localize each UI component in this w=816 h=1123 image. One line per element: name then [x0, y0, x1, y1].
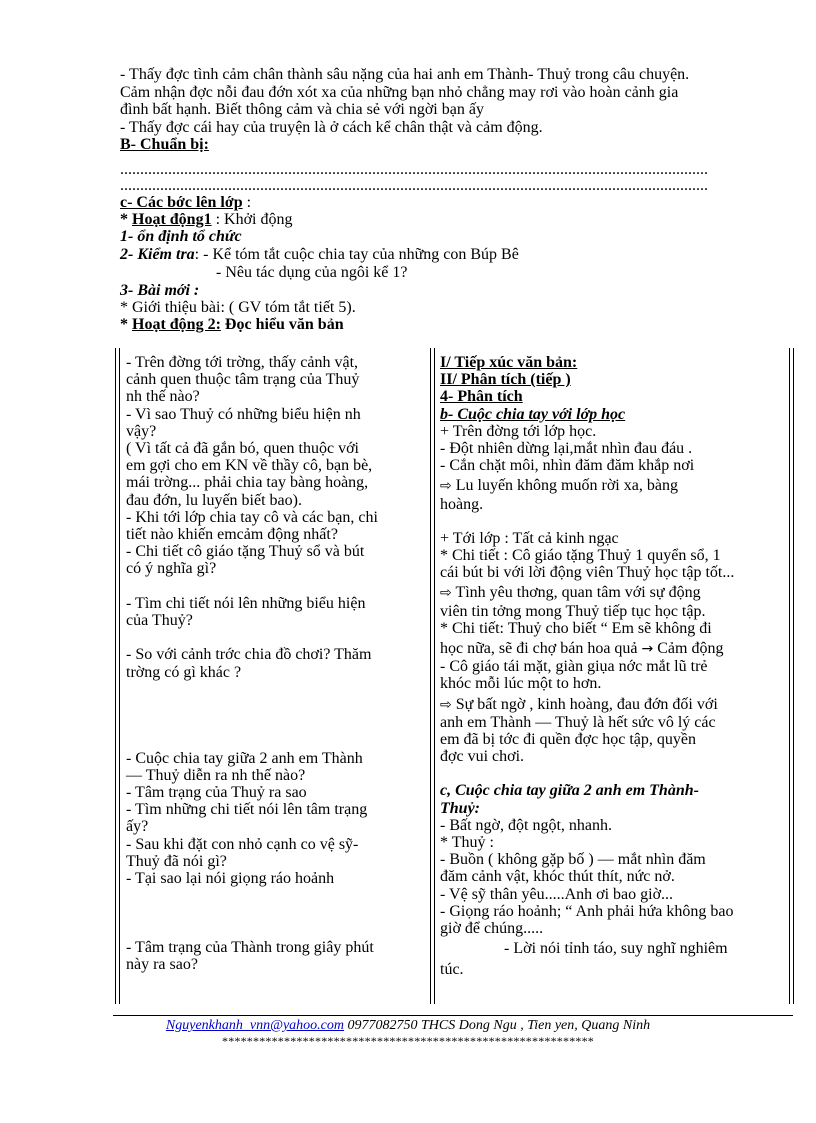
question-line: - Tâm trạng của Thành trong giây phút: [126, 938, 374, 956]
question-line: - Sau khi đặt con nhỏ cạnh co vệ sỹ-: [126, 835, 359, 853]
question-line: này ra sao?: [126, 955, 198, 973]
section-c-tail: :: [242, 194, 252, 211]
lesson-table: [115, 348, 793, 1004]
heading: c, Cuộc chia tay giữa 2 anh em Thành-: [440, 782, 699, 800]
double-right-arrow-icon: ⇨: [440, 696, 452, 713]
answer-line: Lu luyến không muốn rời xa, bàng: [451, 477, 678, 495]
step-2-text2: - Nêu tác dụng của ngôi kể 1?: [216, 264, 408, 281]
question-line: của Thuỷ?: [126, 612, 193, 630]
answer-line: Tình yêu thơng, quan tâm với sự động: [451, 584, 701, 602]
answer-line: - Bất ngờ, đột ngột, nhanh.: [440, 816, 612, 834]
footer-email-link[interactable]: Nguyenkhanh_vnn@yahoo.com: [165, 1018, 345, 1033]
answer-line: đăm cảnh vật, khóc thút thít, nức nở.: [440, 868, 675, 886]
answer-line: - Buồn ( không gặp bố ) — mắt nhìn đăm: [440, 851, 706, 869]
question-line: tiết nào khiến emcảm động nhất?: [126, 526, 338, 544]
heading: II/ Phân tích (tiếp ): [440, 371, 571, 389]
blank-line: [126, 698, 426, 715]
section-b-heading: B- Chuẩn bị:: [120, 136, 209, 153]
bullet-star: *: [120, 211, 132, 228]
question-line: cảnh quen thuộc tâm trạng của Thuỷ: [126, 371, 360, 389]
step-1: 1- ổn định tổ chức: [120, 228, 242, 245]
blank-line: [126, 887, 426, 904]
question-line: Thuỷ đã nói gì?: [126, 852, 227, 870]
dotted-line: ...................................................................................................................................................: [120, 163, 708, 177]
intro-line: đình bất hạnh. Biết thông cảm và chia sẻ với ngời bạn ấy: [120, 101, 484, 118]
blank-line: [126, 922, 426, 939]
step-3: 3- Bài mới :: [120, 282, 200, 299]
question-line: vậy?: [126, 422, 157, 440]
lesson-steps: [120, 194, 800, 333]
answer-line: + Trên đờng tới lớp học.: [440, 422, 597, 440]
question-line: - So với cảnh trớc chia đồ chơi? Thăm: [126, 646, 372, 664]
table-border: [115, 348, 116, 1004]
step-2-text: : - Kể tóm tắt cuộc chia tay của những con Búp Bê: [194, 246, 519, 263]
table-border: [119, 348, 120, 1004]
step-2-label: 2- Kiểm tra: [120, 246, 195, 263]
double-right-arrow-icon: ⇨: [440, 585, 452, 602]
blank-line: [126, 715, 426, 732]
answer-line: em đã bị tớc đi quền đợc học tập, quyền: [440, 731, 696, 749]
activity-2-label: Hoạt động 2:: [132, 316, 221, 333]
question-line: mái trờng... phải chia tay bàng hoàng,: [126, 474, 369, 492]
bullet-star: *: [120, 316, 132, 333]
question-line: nh thế nào?: [126, 388, 200, 406]
question-line: - Cuộc chia tay giữa 2 anh em Thành: [126, 749, 363, 767]
dotted-line: ...................................................................................................................................................: [120, 179, 708, 193]
question-line: - Tìm những chi tiết nói lên tâm trạng: [126, 801, 368, 819]
heading: Thuỷ:: [440, 799, 480, 817]
answer-line: khóc mỗi lúc một to hơn.: [440, 675, 602, 693]
blank-line: [126, 681, 426, 698]
activity-1-text: : Khởi động: [211, 211, 293, 228]
answer-line: - Lời nói tỉnh táo, suy nghĩ nghiêm: [504, 940, 728, 958]
answer-line: hoàng.: [440, 495, 484, 513]
answer-line: Cảm động: [653, 640, 724, 658]
question-line: - Chi tiết cô giáo tặng Thuỷ sổ và bút: [126, 543, 365, 561]
answer-line: - Cô giáo tái mặt, giàn giụa nớc mắt lũ trẻ: [440, 658, 708, 676]
step-3-intro: * Giới thiệu bài: ( GV tóm tắt tiết 5).: [120, 299, 356, 316]
question-line: em gợi cho em KN về thầy cô, bạn bè,: [126, 457, 373, 475]
answer-line: * Thuỷ :: [440, 834, 494, 852]
question-line: - Tâm trạng của Thuỷ ra sao: [126, 783, 307, 801]
question-line: có ý nghĩa gì?: [126, 560, 217, 578]
double-right-arrow-icon: ⇨: [440, 478, 452, 495]
answer-line: - Vệ sỹ thân yêu.....Anh ơi bao giờ...: [440, 885, 674, 903]
answer-line: cái bút bi với lời động viên Thuỷ học tập tốt...: [440, 564, 735, 582]
answer-line: * Chi tiết: Thuỷ cho biết “ Em sẽ không đi: [440, 619, 712, 637]
table-border: [789, 348, 790, 1004]
intro-line: Cảm nhận đợc nỗi đau đớn xót xa của những bạn nhỏ chẳng may rơi vào hoàn cảnh gia: [120, 83, 679, 101]
answer-line: đợc vui chơi.: [440, 748, 525, 766]
question-line: - Vì sao Thuỷ có những biểu hiện nh: [126, 405, 361, 423]
blank-line: [126, 578, 426, 595]
answer-line: Sự bất ngờ , kinh hoàng, đau đớn đối với: [451, 695, 718, 713]
answer-line: + Tới lớp : Tất cả kinh ngạc: [440, 529, 619, 547]
table-border: [430, 348, 431, 1004]
answer-line: học nữa, sẽ đi chợ bán hoa quả: [440, 640, 642, 658]
footer-stars: ************************************************************: [222, 1034, 594, 1048]
answer-line: giờ để chúng.....: [440, 920, 544, 938]
activity-1-label: Hoạt động1: [132, 211, 212, 228]
intro-line: - Thấy đợc tình cảm chân thành sâu nặng của hai anh em Thành- Thuỷ trong câu chuyện.: [120, 66, 690, 83]
footer-divider: [113, 1015, 793, 1016]
question-line: - Tại sao lại nói giọng ráo hoảnh: [126, 870, 335, 887]
question-line: ( Vì tất cả đã gắn bó, quen thuộc với: [126, 440, 359, 458]
heading: 4- Phân tích: [440, 388, 523, 406]
right-arrow-icon: →: [641, 641, 654, 658]
intro-section: [120, 66, 800, 154]
blank-line: [126, 629, 426, 646]
question-line: - Trên đờng tới trờng, thấy cảnh vật,: [126, 354, 359, 371]
intro-line: - Thấy đợc cái hay của truyện là ở cách kể chân thật và cảm động.: [120, 118, 543, 136]
answer-line: túc.: [440, 960, 464, 978]
answers-column: [440, 354, 788, 978]
question-line: trờng có gì khác ?: [126, 663, 242, 681]
blank-line: [126, 904, 426, 921]
heading: b- Cuộc chia tay với lớp học: [440, 405, 626, 423]
answer-line: viên tin tởng mong Thuỷ tiếp tục học tập.: [440, 602, 706, 620]
footer-text: 0977082750 THCS Dong Ngu , Tien yen, Quang Ninh: [344, 1018, 651, 1033]
answer-line: - Cắn chặt môi, nhìn đăm đăm khắp nơi: [440, 457, 695, 475]
answer-line: * Chi tiết : Cô giáo tặng Thuỷ 1 quyển sổ, 1: [440, 547, 721, 565]
section-c-heading: c- Các bớc lên lớp: [120, 194, 243, 211]
answer-line: - Giọng ráo hoảnh; “ Anh phải hứa không bao: [440, 902, 734, 920]
question-line: - Tìm chi tiết nói lên những biểu hiện: [126, 594, 366, 612]
blank-line: [126, 732, 426, 749]
page-footer: [0, 1018, 816, 1034]
question-line: đau đớn, lu luyến biết bao).: [126, 491, 302, 509]
heading: I/ Tiếp xúc văn bản:: [440, 354, 578, 371]
table-border: [434, 348, 435, 1004]
table-border: [793, 348, 794, 1004]
question-line: — Thuỷ diễn ra nh thế nào?: [126, 766, 306, 784]
answer-line: - Đột nhiên dừng lại,mắt nhìn đau đáu .: [440, 440, 693, 458]
question-line: ấy?: [126, 818, 149, 836]
question-line: - Khi tới lớp chia tay cô và các bạn, chi: [126, 508, 378, 526]
activity-2-text: Đọc hiểu văn bản: [220, 316, 344, 333]
questions-column: [126, 354, 426, 973]
answer-line: anh em Thành — Thuỷ là hết sức vô lý các: [440, 713, 716, 731]
